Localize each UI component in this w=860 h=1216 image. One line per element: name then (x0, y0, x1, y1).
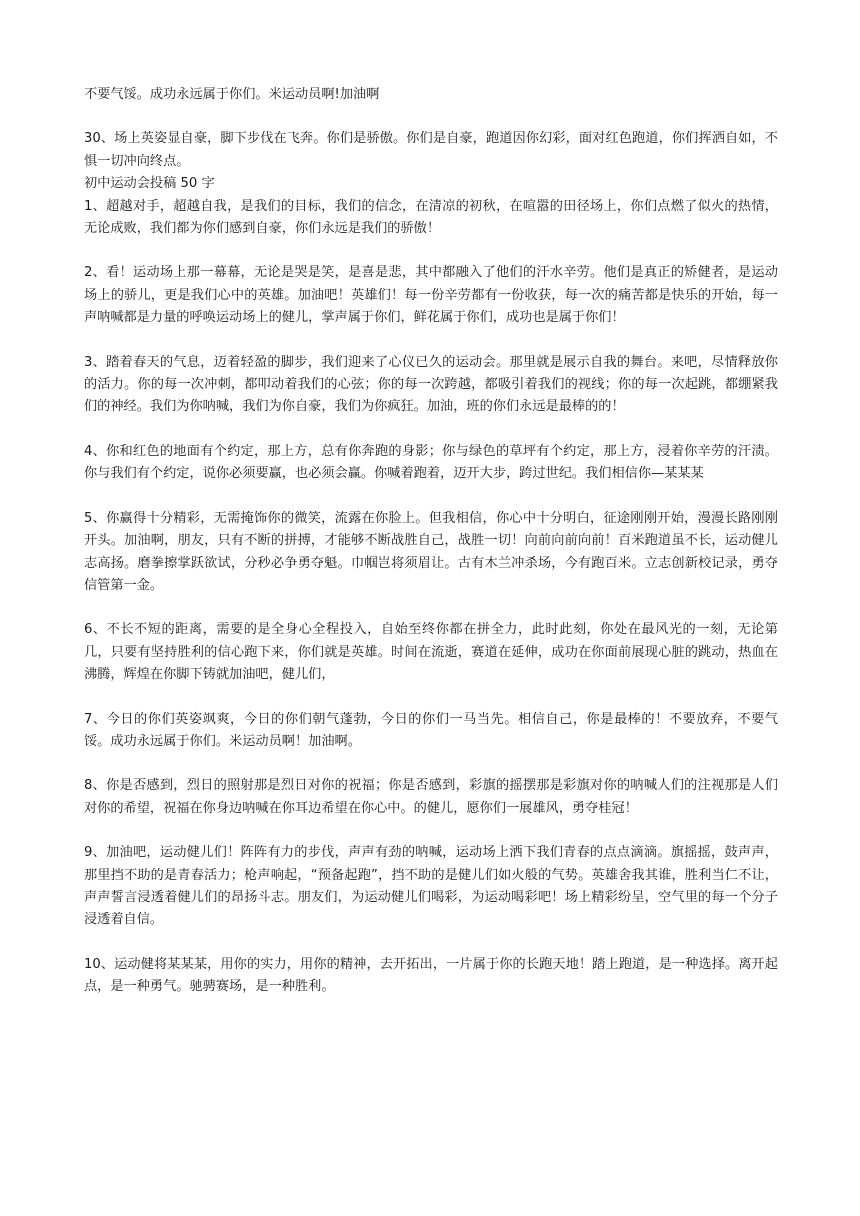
paragraph-item-4: 4、你和红色的地面有个约定，那上方，总有你奔跑的身影；你与绿色的草坪有个约定，那上方，浸着你辛劳的汗渍。你与我们有个约定，说你必须要赢，也必须会赢。你喊着跑着，迈开大步，跨过世纪。我们相信你—某某某 (84, 443, 778, 482)
paragraph-item-5: 5、你赢得十分精彩，无需掩饰你的微笑，流露在你脸上。但我相信，你心中十分明白，征途刚刚开始，漫漫长路刚刚开头。加油啊，朋友，只有不断的拼搏，才能够不断战胜自己，战胜一切！向前向前向前！百米跑道虽不长，运动健儿志高扬。磨拳擦掌跃欲试，分秒必争勇夺魁。巾帼岂将须眉让。古有木兰冲杀场，今有跑百米。立志创新校记录，勇夺信管第一金。 (84, 510, 778, 593)
paragraph-item-30: 30、场上英姿显自豪，脚下步伐在飞奔。你们是骄傲。你们是自豪，跑道因你幻彩，面对红色跑道，你们挥洒自如，不惧一切冲向终点。 (84, 131, 778, 169)
paragraph-item-8: 8、你是否感到，烈日的照射那是烈日对你的祝福；你是否感到，彩旗的摇摆那是彩旗对你的呐喊人们的注视那是人们对你的希望，祝福在你身边呐喊在你耳边希望在你心中。的健儿，愿你们一展雄风，勇夺桂冠！ (84, 778, 778, 816)
paragraph-item-1: 1、超越对手，超越自我，是我们的目标，我们的信念，在清凉的初秋，在喧嚣的田径场上，你们点燃了似火的热情，无论成败，我们都为你们感到自豪，你们永远是我们的骄傲！ (84, 198, 778, 237)
paragraph-item-6: 6、不长不短的距离，需要的是全身心全程投入，自始至终你都在拼全力，此时此刻，你处在最风光的一刻，无论第几，只要有坚持胜利的信心跑下来，你们就是英雄。时间在流逝，赛道在延伸，成功在你面前展现心脏的跳动，热血在沸腾，辉煌在你脚下铸就加油吧，健儿们， (84, 622, 778, 683)
paragraph-item-7: 7、今日的你们英姿飒爽，今日的你们朝气蓬勃，今日的你们一马当先。相信自己，你是最棒的！不要放弃，不要气馁。成功永远属于你们。米运动员啊！加油啊。 (84, 711, 778, 749)
paragraph-item-2: 2、看！运动场上那一幕幕，无论是哭是笑，是喜是悲，其中都融入了他们的汗水辛劳。他们是真正的矫健者，是运动场上的骄儿，更是我们心中的英雄。加油吧！英雄们！每一份辛劳都有一份收获，每一次的痛苦都是快乐的开始，每一声呐喊都是力量的呼唤运动场上的健儿，掌声属于你们，鲜花属于你们，成功也是属于你们！ (84, 265, 778, 326)
paragraph-item-10: 10、运动健将某某某，用你的实力，用你的精神，去开拓出，一片属于你的长跑天地！踏上跑道，是一种选择。离开起点，是一种勇气。驰骋赛场，是一种胜利。 (84, 956, 778, 995)
section-title: 初中运动会投稿 50 字 (84, 176, 215, 192)
lead-paragraph: 不要气馁。成功永远属于你们。米运动员啊!加油啊 (84, 87, 380, 102)
paragraph-item-9: 9、加油吧，运动健儿们！阵阵有力的步伐，声声有劲的呐喊，运动场上洒下我们青春的点点滴滴。旗摇摇，鼓声声，那里挡不助的是青春活力；枪声响起，“预备起跑”，挡不助的是健儿们如火般的气势。英雄舍我其谁，胜利当仁不让，声声誓言浸透着健儿们的昂扬斗志。朋友们，为运动健儿们喝彩，为运动喝彩吧！场上精彩纷呈，空气里的每一个分子浸透着自信。 (84, 845, 778, 928)
document-page (84, 84, 778, 999)
paragraph-item-3: 3、踏着春天的气息，迈着轻盈的脚步，我们迎来了心仪已久的运动会。那里就是展示自我的舞台。来吧，尽情释放你的活力。你的每一次冲刺，都叩动着我们的心弦；你的每一次跨越，都吸引着我们的视线；你的每一次起跳，都绷紧我们的神经。我们为你呐喊，我们为你自豪，我们为你疯狂。加油，班的你们永远是最棒的的！ (84, 354, 778, 415)
